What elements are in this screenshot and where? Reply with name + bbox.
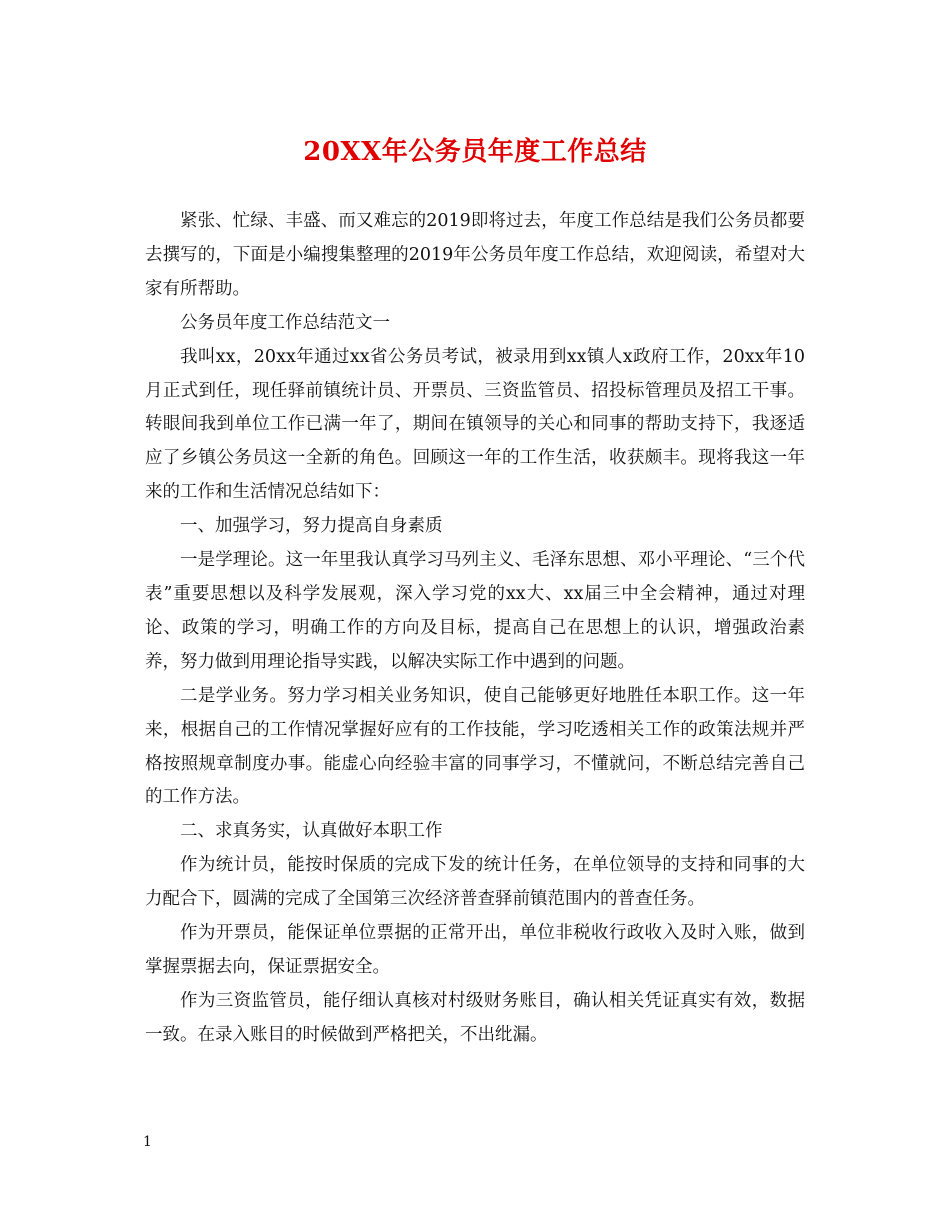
paragraph-heading-work: 二、求真务实，认真做好本职工作 <box>180 821 443 842</box>
page-number: 1 <box>143 1134 152 1150</box>
paragraph-theory: 一是学理论。这一年里我认真学习马列主义、毛泽东思想、邓小平理论、“三个代表”重要思想以及科学发展观，深入学习党的xx大、xx届三中全会精神，通过对理论、政策的学习，明确工作的方向及目标，提高自己在思想上的认识，增强政治素养，努力做到用理论指导实践，以解决实际工作中遇到的问题。 <box>145 550 805 672</box>
document-body <box>145 205 805 1053</box>
paragraph-heading-learning: 一、加强学习，努力提高自身素质 <box>180 516 443 537</box>
paragraph-section-heading: 公务员年度工作总结范文一 <box>180 312 390 333</box>
paragraph-invoice-clerk: 作为开票员，能保证单位票据的正常开出，单位非税收行政收入及时入账，做到掌握票据去向，保证票据安全。 <box>145 923 805 977</box>
document-title: 20XX年公务员年度工作总结 <box>303 137 647 167</box>
paragraph-self-introduction: 我叫xx，20xx年通过xx省公务员考试，被录用到xx镇人x政府工作，20xx年10月正式到任，现任驿前镇统计员、开票员、三资监管员、招投标管理员及招工干事。转眼间我到单位工作已满一年了，期间在镇领导的关心和同事的帮助支持下，我逐适应了乡镇公务员这一全新的角色。回顾这一年的工作生活，收获颇丰。现将我这一年来的工作和生活情况总结如下： <box>145 346 805 503</box>
paragraph-statistician: 作为统计员，能按时保质的完成下发的统计任务，在单位领导的支持和同事的大力配合下，圆满的完成了全国第三次经济普查驿前镇范围内的普查任务。 <box>145 855 805 910</box>
paragraph-intro: 紧张、忙绿、丰盛、而又难忘的2019即将过去，年度工作总结是我们公务员都要去撰写的，下面是小编搜集整理的2019年公务员年度工作总结，欢迎阅读，希望对大家有所帮助。 <box>145 211 805 299</box>
paragraph-business: 二是学业务。努力学习相关业务知识，使自己能够更好地胜任本职工作。这一年来，根据自己的工作情况掌握好应有的工作技能，学习吃透相关工作的政策法规并严格按照规章制度办事。能虚心向经验丰富的同事学习，不懂就问，不断总结完善自己的工作方法。 <box>145 685 805 808</box>
paragraph-assets-supervisor: 作为三资监管员，能仔细认真核对村级财务账目，确认相关凭证真实有效，数据一致。在录入账目的时候做到严格把关，不出纰漏。 <box>145 990 805 1045</box>
